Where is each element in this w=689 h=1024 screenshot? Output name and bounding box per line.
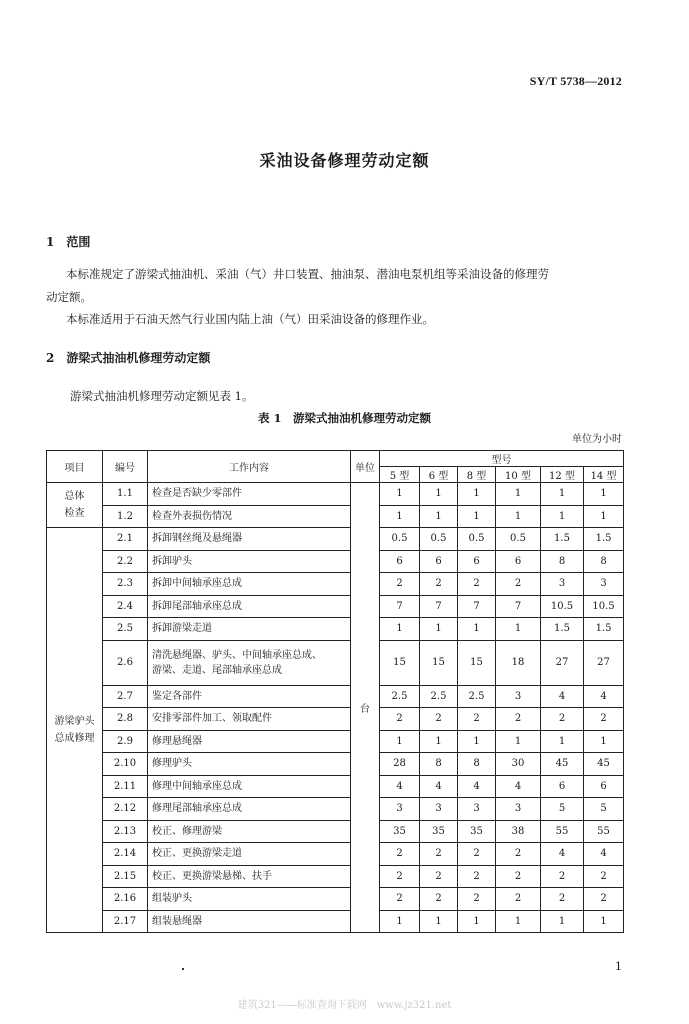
row-work (148, 483, 351, 506)
row-value: 4 (380, 775, 420, 798)
row-value: 1.5 (584, 528, 624, 551)
row-value: 35 (458, 820, 496, 843)
row-value: 6 (458, 550, 496, 573)
table-row (47, 483, 624, 506)
row-value: 1 (541, 505, 584, 528)
table-row (47, 640, 624, 685)
row-code: 2.14 (103, 843, 148, 866)
row-value: 5 (541, 798, 584, 821)
header-code: 编号 (103, 451, 148, 483)
row-value: 2.5 (380, 685, 420, 708)
row-code: 2.7 (103, 685, 148, 708)
row-value: 7 (458, 595, 496, 618)
row-code: 2.3 (103, 573, 148, 596)
row-value: 1 (380, 505, 420, 528)
row-value: 4 (584, 685, 624, 708)
row-value: 2 (584, 888, 624, 911)
unit-cell: 台 (351, 483, 380, 933)
row-value: 7 (496, 595, 541, 618)
group-name-line1: 总体 (64, 491, 85, 502)
header-model-3: 10 型 (496, 467, 541, 483)
row-work (148, 595, 351, 618)
section-2-heading: 2 游梁式抽油机修理劳动定额 (46, 351, 211, 365)
row-value: 3 (420, 798, 458, 821)
labor-quota-table (46, 450, 624, 933)
section-1-para1-line2: 动定额。 (46, 290, 92, 304)
row-value: 4 (458, 775, 496, 798)
row-work-line1: 清洗悬绳器、驴头、中间轴承座总成、 (152, 649, 322, 661)
row-value: 2 (496, 888, 541, 911)
row-value: 10.5 (541, 595, 584, 618)
row-value: 4 (420, 775, 458, 798)
row-value: 3 (496, 685, 541, 708)
header-model-1: 6 型 (420, 467, 458, 483)
row-value: 2 (496, 708, 541, 731)
row-work (148, 820, 351, 843)
row-work-line1: 检查外表损伤情况 (152, 510, 232, 522)
table-row (47, 685, 624, 708)
row-work-line1: 修理驴头 (152, 758, 192, 770)
row-work-line1: 校正、更换游梁悬梯、扶手 (152, 870, 272, 882)
row-work-line1: 安排零部件加工、领取配件 (152, 713, 272, 725)
row-value: 3 (380, 798, 420, 821)
row-work (148, 505, 351, 528)
row-value: 7 (420, 595, 458, 618)
row-value: 1 (584, 505, 624, 528)
header-model-0: 5 型 (380, 467, 420, 483)
row-value: 4 (496, 775, 541, 798)
row-value: 1 (380, 618, 420, 641)
row-value: 2 (496, 573, 541, 596)
row-value: 1 (496, 618, 541, 641)
row-value: 28 (380, 753, 420, 776)
row-value: 1 (458, 618, 496, 641)
row-value: 2 (458, 865, 496, 888)
row-work-line1: 组装悬绳器 (152, 915, 202, 927)
row-value: 2 (541, 865, 584, 888)
header-model: 型号 (380, 451, 624, 467)
row-value: 2 (458, 573, 496, 596)
row-work (148, 573, 351, 596)
row-work (148, 775, 351, 798)
row-work-line2: 游梁、走道、尾部轴承座总成 (152, 664, 282, 676)
row-value: 8 (458, 753, 496, 776)
row-value: 2 (541, 888, 584, 911)
row-code: 2.5 (103, 618, 148, 641)
row-value: 2 (584, 865, 624, 888)
table-row (47, 618, 624, 641)
row-value: 15 (420, 640, 458, 685)
row-work-line1: 修理尾部轴承座总成 (152, 803, 242, 815)
row-work (148, 753, 351, 776)
row-value: 2 (380, 843, 420, 866)
row-value: 2 (420, 888, 458, 911)
group-name-line1: 游梁驴头 (54, 716, 95, 727)
group-name (47, 528, 103, 933)
row-code: 2.16 (103, 888, 148, 911)
row-value: 2 (380, 865, 420, 888)
row-value: 55 (584, 820, 624, 843)
row-work (148, 865, 351, 888)
row-value: 5 (584, 798, 624, 821)
table-row (47, 798, 624, 821)
row-work-line1: 鉴定各部件 (152, 690, 202, 702)
table-row (47, 595, 624, 618)
row-work-line1: 拆卸钢丝绳及悬绳器 (152, 533, 242, 545)
row-value: 2 (458, 708, 496, 731)
row-value: 6 (380, 550, 420, 573)
row-code: 2.15 (103, 865, 148, 888)
row-value: 3 (458, 798, 496, 821)
row-code: 2.8 (103, 708, 148, 731)
row-value: 1 (541, 483, 584, 506)
row-value: 6 (420, 550, 458, 573)
row-value: 1 (541, 910, 584, 933)
row-value: 2.5 (420, 685, 458, 708)
row-work-line1: 拆卸中间轴承座总成 (152, 578, 242, 590)
row-value: 1.5 (541, 528, 584, 551)
row-value: 15 (380, 640, 420, 685)
table-row (47, 730, 624, 753)
row-value: 2 (496, 843, 541, 866)
row-work-line1: 检查是否缺少零部件 (152, 488, 242, 500)
row-value: 2 (380, 888, 420, 911)
row-value: 4 (541, 685, 584, 708)
row-value: 1 (458, 910, 496, 933)
row-work-line1: 拆卸游梁走道 (152, 623, 212, 635)
row-work (148, 618, 351, 641)
row-value: 15 (458, 640, 496, 685)
row-value: 4 (541, 843, 584, 866)
table-caption: 表 1 游梁式抽油机修理劳动定额 (257, 411, 431, 425)
section-1-para2: 本标准适用于石油天然气行业国内陆上油（气）田采油设备的修理作业。 (66, 312, 434, 326)
row-work (148, 730, 351, 753)
row-work (148, 708, 351, 731)
row-value: 0.5 (380, 528, 420, 551)
row-code: 2.9 (103, 730, 148, 753)
table-row (47, 820, 624, 843)
row-code: 2.10 (103, 753, 148, 776)
header-unit: 单位 (351, 451, 380, 483)
table-row (47, 550, 624, 573)
row-value: 0.5 (496, 528, 541, 551)
row-value: 8 (584, 550, 624, 573)
header-model-4: 12 型 (541, 467, 584, 483)
row-value: 1 (496, 910, 541, 933)
header-work: 工作内容 (148, 451, 351, 483)
row-value: 1 (420, 910, 458, 933)
row-code: 2.12 (103, 798, 148, 821)
row-value: 8 (420, 753, 458, 776)
row-value: 1 (584, 483, 624, 506)
row-value: 7 (380, 595, 420, 618)
row-value: 3 (541, 573, 584, 596)
row-work (148, 843, 351, 866)
row-work (148, 910, 351, 933)
page-title: 采油设备修理劳动定额 (259, 151, 430, 170)
row-value: 55 (541, 820, 584, 843)
group-name-line2: 检查 (64, 508, 85, 519)
section-1-heading: 1 范围 (46, 235, 91, 249)
row-value: 1.5 (541, 618, 584, 641)
row-work-line1: 修理中间轴承座总成 (152, 780, 242, 792)
row-value: 1 (380, 910, 420, 933)
row-code: 2.1 (103, 528, 148, 551)
row-value: 3 (496, 798, 541, 821)
row-work-line1: 校正、修理游梁 (152, 825, 222, 837)
row-value: 2 (420, 865, 458, 888)
row-code: 2.11 (103, 775, 148, 798)
row-value: 18 (496, 640, 541, 685)
row-value: 6 (584, 775, 624, 798)
row-value: 2 (380, 708, 420, 731)
row-value: 1 (584, 910, 624, 933)
row-code: 2.13 (103, 820, 148, 843)
row-code: 2.17 (103, 910, 148, 933)
row-value: 0.5 (420, 528, 458, 551)
row-value: 1 (380, 730, 420, 753)
row-work (148, 685, 351, 708)
row-value: 2.5 (458, 685, 496, 708)
row-value: 2 (380, 573, 420, 596)
row-value: 1 (420, 618, 458, 641)
row-value: 1 (584, 730, 624, 753)
row-work (148, 888, 351, 911)
row-value: 1 (496, 505, 541, 528)
row-value: 2 (584, 708, 624, 731)
row-value: 38 (496, 820, 541, 843)
row-code: 2.6 (103, 640, 148, 685)
row-value: 1 (541, 730, 584, 753)
row-value: 27 (584, 640, 624, 685)
row-code: 1.2 (103, 505, 148, 528)
row-value: 2 (420, 708, 458, 731)
row-work (148, 640, 351, 685)
table-row (47, 888, 624, 911)
row-value: 1 (458, 730, 496, 753)
row-value: 27 (541, 640, 584, 685)
header-item: 项目 (47, 451, 103, 483)
table-row (47, 910, 624, 933)
header-model-2: 8 型 (458, 467, 496, 483)
table-row (47, 843, 624, 866)
section-1-para1-line1: 本标准规定了游梁式抽油机、采油（气）井口装置、抽油泵、潜油电泵机组等采油设备的修理劳 (66, 267, 549, 281)
group-name-line2: 总成修理 (54, 733, 95, 744)
row-value: 3 (584, 573, 624, 596)
group-name (47, 483, 103, 528)
row-value: 1 (420, 483, 458, 506)
table-row (47, 775, 624, 798)
row-value: 45 (584, 753, 624, 776)
row-value: 2 (496, 865, 541, 888)
standard-number: SY/T 5738—2012 (529, 74, 622, 88)
table-unit-note: 单位为小时 (572, 434, 622, 445)
row-value: 1.5 (584, 618, 624, 641)
row-value: 2 (458, 888, 496, 911)
row-value: 6 (541, 775, 584, 798)
row-value: 1 (420, 505, 458, 528)
row-work (148, 798, 351, 821)
scan-speck (182, 968, 184, 970)
row-work-line1: 拆卸尾部轴承座总成 (152, 600, 242, 612)
table-row (47, 753, 624, 776)
row-value: 1 (380, 483, 420, 506)
table-row (47, 528, 624, 551)
watermark: 建筑321——标准查询下载网 www.jz321.net (237, 1000, 452, 1011)
row-value: 1 (496, 483, 541, 506)
section-2-para: 游梁式抽油机修理劳动定额见表 1。 (70, 389, 254, 403)
row-value: 10.5 (584, 595, 624, 618)
row-code: 2.2 (103, 550, 148, 573)
table-row (47, 708, 624, 731)
row-work (148, 550, 351, 573)
row-value: 8 (541, 550, 584, 573)
table-row (47, 865, 624, 888)
page-number: 1 (615, 960, 622, 973)
row-value: 35 (380, 820, 420, 843)
row-value: 35 (420, 820, 458, 843)
row-work-line1: 组装驴头 (152, 893, 192, 905)
table-row (47, 505, 624, 528)
row-code: 2.4 (103, 595, 148, 618)
row-work-line1: 拆卸驴头 (152, 555, 192, 567)
row-value: 1 (420, 730, 458, 753)
row-work-line1: 修理悬绳器 (152, 735, 202, 747)
row-value: 1 (458, 483, 496, 506)
row-value: 0.5 (458, 528, 496, 551)
header-model-5: 14 型 (584, 467, 624, 483)
row-value: 45 (541, 753, 584, 776)
row-work-line1: 校正、更换游梁走道 (152, 848, 242, 860)
row-value: 1 (496, 730, 541, 753)
row-work (148, 528, 351, 551)
row-value: 2 (541, 708, 584, 731)
table-row (47, 573, 624, 596)
row-value: 2 (420, 573, 458, 596)
row-value: 6 (496, 550, 541, 573)
row-code: 1.1 (103, 483, 148, 506)
row-value: 2 (420, 843, 458, 866)
row-value: 30 (496, 753, 541, 776)
row-value: 2 (458, 843, 496, 866)
row-value: 1 (458, 505, 496, 528)
row-value: 4 (584, 843, 624, 866)
